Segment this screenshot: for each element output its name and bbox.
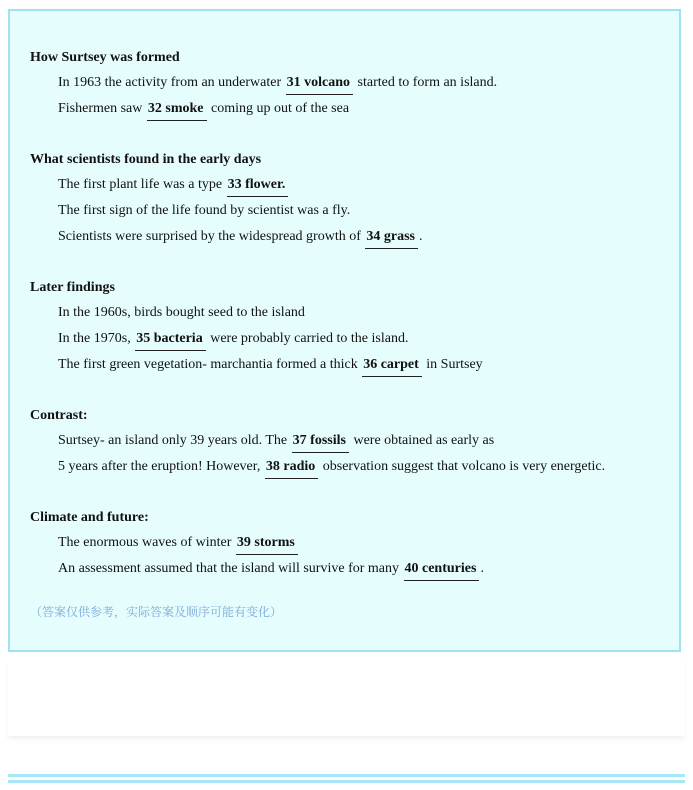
line-text: observation suggest that volcano is very energetic. [319,459,606,474]
section-heading: Later findings [30,280,115,295]
line-text: Scientists were surprised by the widespread growth of [58,229,365,244]
line-text: The enormous waves of winter [58,535,235,550]
static-line [30,300,669,326]
answer-line [30,326,669,352]
answer-line [30,454,669,480]
line-text: coming up out of the sea [207,101,350,116]
answer-line [30,530,669,556]
answer-blank: 37 fossils [292,432,349,453]
answer-line [30,172,669,198]
answer-blank: 36 carpet [362,356,422,377]
answer-card [8,9,681,652]
answer-blank: 38 radio [265,458,318,479]
section-heading: How Surtsey was formed [30,50,180,65]
section-early-days [30,147,669,250]
answer-line [30,352,669,378]
line-text: . [419,229,423,244]
line-text: Surtsey- an island only 39 years old. The [58,433,291,448]
static-line [30,198,669,224]
line-text: In the 1960s, birds bought seed to the island [58,305,305,320]
section-heading: What scientists found in the early days [30,152,262,167]
line-text: In the 1970s, [58,331,135,346]
section-heading: Contrast: [30,408,88,423]
disclaimer-note: （答案仅供参考，实际答案及顺序可能有变化） [30,605,283,619]
answer-line [30,96,669,122]
line-text: The first green vegetation- marchantia formed a thick [58,357,362,372]
answer-content [30,45,669,607]
blank-panel [8,660,685,736]
line-text: The first plant life was a type [58,177,226,192]
answer-line [30,224,669,250]
answer-blank: 33 flower. [227,176,289,197]
line-text: The first sign of the life found by scientist was a fly. [58,203,351,218]
line-text: 5 years after the eruption! However, [58,459,264,474]
line-text: were probably carried to the island. [206,331,409,346]
section-climate-future [30,505,669,582]
answer-blank: 31 volcano [286,74,353,95]
answer-blank: 40 centuries [404,560,480,581]
answer-blank: 39 storms [236,534,298,555]
line-text: Fishermen saw [58,101,146,116]
section-formation [30,45,669,122]
line-text: were obtained as early as [349,433,495,448]
answer-blank: 34 grass [365,228,418,249]
line-text: started to form an island. [354,75,498,90]
answer-line [30,556,669,582]
answer-blank: 32 smoke [147,100,207,121]
divider-line [8,774,685,777]
answer-blank: 35 bacteria [135,330,205,351]
section-later-findings [30,275,669,378]
divider-line [8,780,685,783]
line-text: in Surtsey [422,357,483,372]
answer-line [30,70,669,96]
section-heading: Climate and future: [30,510,149,525]
line-text: In 1963 the activity from an underwater [58,75,285,90]
section-contrast [30,403,669,480]
line-text: . [480,561,484,576]
answer-line [30,428,669,454]
line-text: An assessment assumed that the island will survive for many [58,561,403,576]
